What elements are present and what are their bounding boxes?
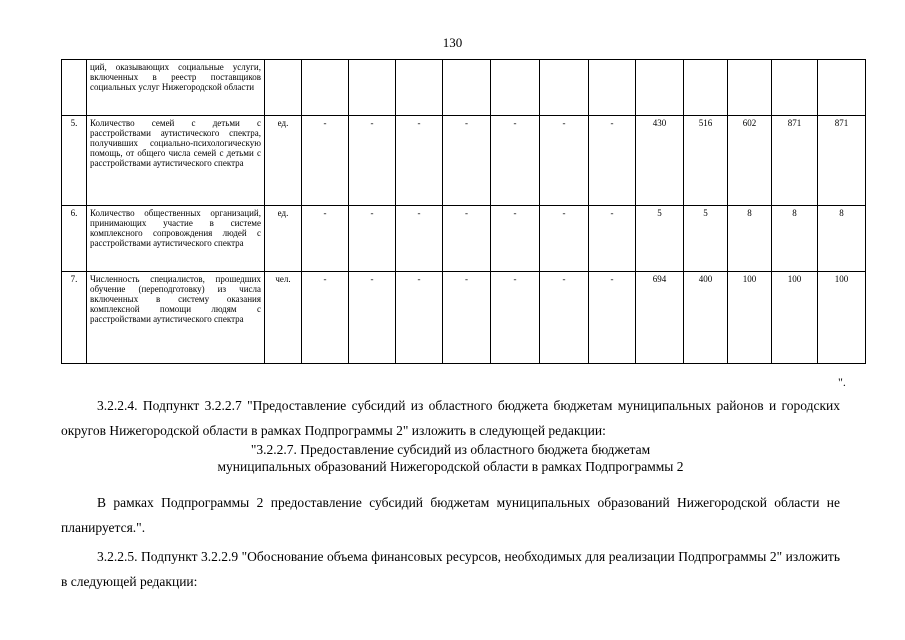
value-cell — [349, 60, 396, 116]
value-cell — [491, 60, 540, 116]
value-cell: - — [443, 206, 491, 272]
value-cell: - — [589, 116, 636, 206]
value-cell — [636, 60, 684, 116]
row-number-cell: 6. — [62, 206, 87, 272]
value-cell: 400 — [684, 272, 728, 364]
value-cell: - — [491, 116, 540, 206]
paragraph-3-2-2-4: 3.2.2.4. Подпункт 3.2.2.7 "Предоставление субсидий из областного бюджета бюджетам муниципальных районов и городских округов Нижегородской области в рамках Подпрограммы 2" изложить в следующей редакции: — [61, 398, 840, 438]
table-row — [62, 206, 866, 272]
subsection-heading-line-1: "3.2.2.7. Предоставление субсидий из областного бюджета бюджетам — [250, 442, 651, 457]
value-cell: - — [491, 206, 540, 272]
value-cell: 100 — [728, 272, 772, 364]
value-cell: - — [349, 116, 396, 206]
value-cell — [818, 60, 866, 116]
value-cell — [589, 60, 636, 116]
value-cell: 8 — [728, 206, 772, 272]
value-cell: - — [443, 116, 491, 206]
value-cell: 100 — [772, 272, 818, 364]
value-cell — [772, 60, 818, 116]
value-cell: 516 — [684, 116, 728, 206]
value-cell: - — [443, 272, 491, 364]
page-number: 130 — [442, 35, 463, 50]
paragraph-subprogram-2: В рамках Подпрограммы 2 предоставление субсидий бюджетам муниципальных образований Нижегородской области не планируется.". — [61, 495, 840, 535]
value-cell: - — [396, 116, 443, 206]
value-cell: 602 — [728, 116, 772, 206]
value-cell: - — [302, 272, 349, 364]
value-cell: - — [540, 116, 589, 206]
table-row — [62, 272, 866, 364]
value-cell: 694 — [636, 272, 684, 364]
value-cell: - — [589, 206, 636, 272]
value-cell: 5 — [684, 206, 728, 272]
value-cell: - — [396, 206, 443, 272]
unit-cell — [265, 60, 302, 116]
row-number-cell: 7. — [62, 272, 87, 364]
value-cell: - — [491, 272, 540, 364]
paragraph-3-2-2-5: 3.2.2.5. Подпункт 3.2.2.9 "Обоснование объема финансовых ресурсов, необходимых для реализации Подпрограммы 2" изложить в следующей редакции: — [61, 549, 840, 589]
value-cell: 871 — [772, 116, 818, 206]
value-cell: - — [302, 116, 349, 206]
row-number-cell: 5. — [62, 116, 87, 206]
value-cell: - — [349, 272, 396, 364]
value-cell: 8 — [772, 206, 818, 272]
value-cell: 100 — [818, 272, 866, 364]
value-cell — [443, 60, 491, 116]
table-row — [62, 116, 866, 206]
closing-quote: ". — [838, 375, 846, 389]
value-cell — [728, 60, 772, 116]
indicators-table — [61, 59, 866, 364]
value-cell — [396, 60, 443, 116]
indicator-name-cell: Количество общественных организаций, принимающих участие в системе комплексного сопровождения людей с расстройствами аутистического спектра — [87, 206, 265, 272]
indicator-name-cell: Численность специалистов, прошедших обучение (переподготовку) из числа включенных в систему оказания комплексной помощи людям с расстройствами аутистического спектра — [87, 272, 265, 364]
unit-cell: ед. — [265, 206, 302, 272]
indicator-name-cell: ций, оказывающих социальные услуги, включенных в реестр поставщиков социальных услуг Нижегородской области — [87, 60, 265, 116]
value-cell: - — [540, 272, 589, 364]
table-row — [62, 60, 866, 116]
unit-cell: чел. — [265, 272, 302, 364]
indicator-name-cell: Количество семей с детьми с расстройствами аутистического спектра, получивших социально-психологическую помощь, от общего числа семей с детьми с расстройствами аутистического спектра — [87, 116, 265, 206]
value-cell — [302, 60, 349, 116]
value-cell: - — [302, 206, 349, 272]
subsection-heading-line-2: муниципальных образований Нижегородской области в рамках Подпрограммы 2 — [217, 459, 684, 474]
row-number-cell — [62, 60, 87, 116]
value-cell — [540, 60, 589, 116]
unit-cell: ед. — [265, 116, 302, 206]
value-cell — [684, 60, 728, 116]
value-cell: 871 — [818, 116, 866, 206]
value-cell: - — [349, 206, 396, 272]
value-cell: - — [396, 272, 443, 364]
value-cell: 8 — [818, 206, 866, 272]
value-cell: - — [589, 272, 636, 364]
value-cell: - — [540, 206, 589, 272]
value-cell: 5 — [636, 206, 684, 272]
value-cell: 430 — [636, 116, 684, 206]
